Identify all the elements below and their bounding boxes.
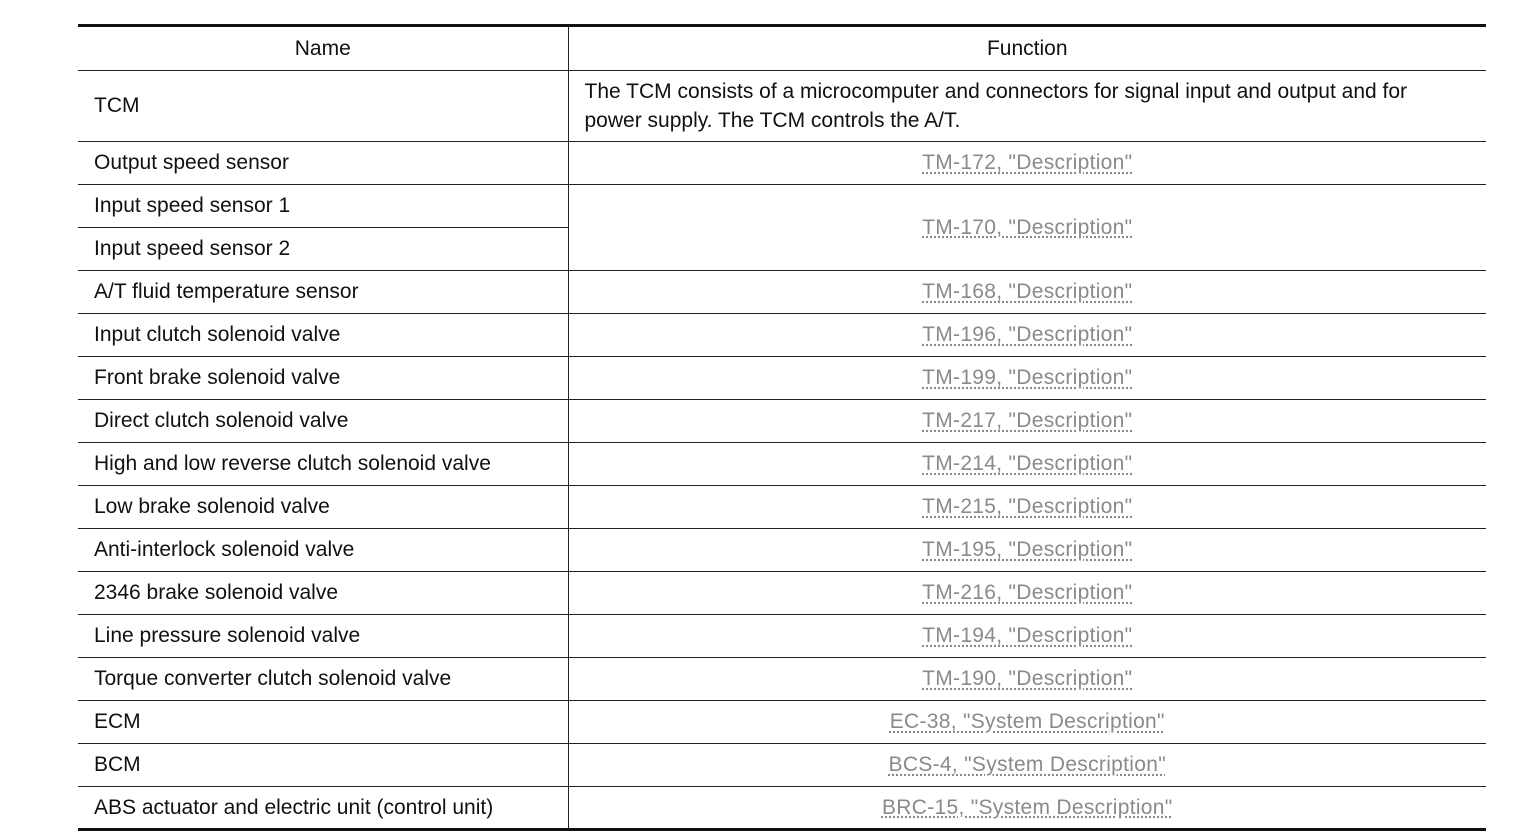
component-function-table [78,24,1486,831]
component-name: Output speed sensor [78,142,568,185]
function-cell [568,572,1486,615]
table-row [78,572,1486,615]
table-row [78,701,1486,744]
function-cell [568,400,1486,443]
function-cell [568,615,1486,658]
header-row [78,26,1486,71]
component-name: Input speed sensor 2 [78,228,568,271]
function-cell [568,271,1486,314]
table-row [78,787,1486,830]
reference-link[interactable]: TM-168, "Description" [922,280,1133,303]
component-name: BCM [78,744,568,787]
table-row [78,185,1486,228]
table-row [78,615,1486,658]
reference-link[interactable]: TM-196, "Description" [922,323,1133,346]
function-cell [568,787,1486,830]
table-row [78,357,1486,400]
component-function-text: The TCM consists of a microcomputer and connectors for signal input and output and for power supply. The TCM controls the A/T. [568,71,1486,142]
component-name: TCM [78,71,568,142]
function-cell [568,185,1486,271]
reference-link[interactable]: BRC-15, "System Description" [881,795,1173,819]
reference-link[interactable]: TM-215, "Description" [922,495,1133,518]
component-name: Torque converter clutch solenoid valve [78,658,568,701]
table-row [78,271,1486,314]
component-name: ECM [78,701,568,744]
component-name: A/T fluid temperature sensor [78,271,568,314]
component-name: Direct clutch solenoid valve [78,400,568,443]
reference-link[interactable]: TM-195, "Description" [922,538,1133,561]
component-name: Input clutch solenoid valve [78,314,568,357]
table-row [78,658,1486,701]
function-cell [568,486,1486,529]
reference-link[interactable]: TM-199, "Description" [922,366,1133,389]
component-name: ABS actuator and electric unit (control unit) [78,787,568,830]
reference-link[interactable]: TM-172, "Description" [922,151,1133,174]
component-name: Low brake solenoid valve [78,486,568,529]
function-cell [568,357,1486,400]
column-header-name: Name [78,26,568,71]
reference-link[interactable]: TM-170, "Description" [922,215,1133,239]
component-name: Input speed sensor 1 [78,185,568,228]
reference-link[interactable]: TM-217, "Description" [922,409,1133,432]
table-row [78,142,1486,185]
component-name: Front brake solenoid valve [78,357,568,400]
table-row [78,486,1486,529]
component-name: Line pressure solenoid valve [78,615,568,658]
reference-link[interactable]: EC-38, "System Description" [889,710,1165,733]
function-cell [568,443,1486,486]
function-cell [568,701,1486,744]
table-row [78,744,1486,787]
function-cell [568,744,1486,787]
table-row [78,529,1486,572]
function-cell [568,529,1486,572]
component-name: Anti-interlock solenoid valve [78,529,568,572]
reference-link[interactable]: TM-190, "Description" [922,667,1133,690]
component-name: 2346 brake solenoid valve [78,572,568,615]
reference-link[interactable]: TM-214, "Description" [922,452,1133,475]
reference-link[interactable]: BCS-4, "System Description" [888,753,1166,776]
column-header-function: Function [568,26,1486,71]
table-row [78,400,1486,443]
table-row [78,443,1486,486]
reference-link[interactable]: TM-194, "Description" [922,624,1133,647]
reference-link[interactable]: TM-216, "Description" [922,581,1133,604]
function-cell [568,658,1486,701]
table-row [78,314,1486,357]
component-name: High and low reverse clutch solenoid valve [78,443,568,486]
component-function-table-wrapper [78,24,1486,831]
table-row [78,71,1486,142]
function-cell [568,142,1486,185]
function-cell [568,314,1486,357]
